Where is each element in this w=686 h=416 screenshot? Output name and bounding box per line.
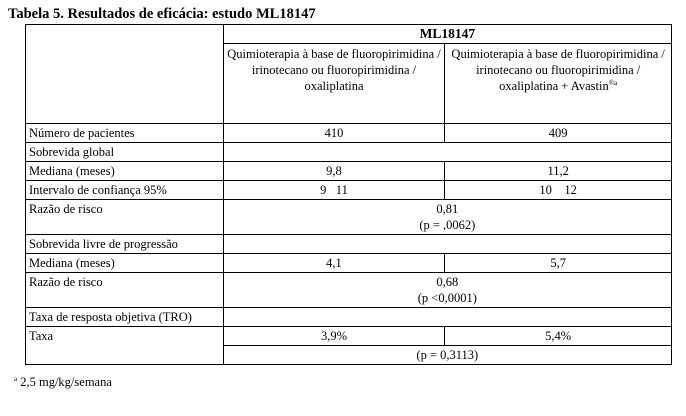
arm2-footnote-mark: ®a bbox=[608, 78, 618, 87]
row-label: Número de pacientes bbox=[26, 124, 224, 143]
row-label: Razão de risco bbox=[26, 273, 224, 308]
merged-cell bbox=[223, 200, 671, 235]
table-title: Tabela 5. Resultados de eficácia: estudo ML18147 bbox=[8, 6, 316, 22]
arm1-header: Quimioterapia à base de fluoropirimidina / irinotecano ou fluoropirimidina / oxaliplatina bbox=[223, 44, 445, 124]
cell-value: 5,4% bbox=[445, 327, 672, 346]
section-header: Sobrevida livre de progressão bbox=[26, 235, 224, 254]
table-row bbox=[26, 254, 672, 273]
table-row bbox=[26, 143, 672, 162]
cell-value: 9 11 bbox=[223, 181, 445, 200]
table-row bbox=[26, 273, 672, 308]
cell-value: 5,7 bbox=[445, 254, 672, 273]
row-label: Intervalo de confiança 95% bbox=[26, 181, 224, 200]
table-row bbox=[26, 235, 672, 254]
row-label: Mediana (meses) bbox=[26, 162, 224, 181]
p-value: (p = ,0062) bbox=[419, 218, 476, 232]
arm2-header-text: Quimioterapia à base de fluoropirimidina / irinotecano ou fluoropirimidina / oxaliplatina + Avastin bbox=[451, 47, 665, 93]
cell-value: 10 12 bbox=[445, 181, 672, 200]
p-value: (p <0,0001) bbox=[417, 291, 477, 305]
row-label: Mediana (meses) bbox=[26, 254, 224, 273]
table-row bbox=[26, 327, 672, 346]
cell-value: 4,1 bbox=[223, 254, 445, 273]
efficacy-table bbox=[25, 24, 672, 365]
empty-cell bbox=[223, 143, 671, 162]
footnote-text: 2,5 mg/kg/semana bbox=[17, 375, 112, 389]
section-header: Taxa de resposta objetiva (TRO) bbox=[26, 308, 224, 327]
p-value: (p = 0,3113) bbox=[223, 346, 671, 365]
cell-value: 410 bbox=[223, 124, 445, 143]
arm2-header bbox=[445, 44, 672, 124]
cell-value: 409 bbox=[445, 124, 672, 143]
cell-value: 9,8 bbox=[223, 162, 445, 181]
footnote bbox=[14, 375, 112, 390]
empty-cell bbox=[223, 235, 671, 254]
table-row bbox=[26, 181, 672, 200]
table-row bbox=[26, 308, 672, 327]
table-row bbox=[26, 162, 672, 181]
row-label: Razão de risco bbox=[26, 200, 224, 235]
hazard-ratio: 0,81 bbox=[436, 202, 459, 216]
row-label: Taxa bbox=[26, 327, 224, 365]
study-header: ML18147 bbox=[223, 25, 671, 44]
cell-value: 3,9% bbox=[223, 327, 445, 346]
footnote-mark: a bbox=[14, 374, 18, 383]
cell-value: 11,2 bbox=[445, 162, 672, 181]
hazard-ratio: 0,68 bbox=[436, 275, 459, 289]
table-row bbox=[26, 25, 672, 44]
header-empty-cell bbox=[26, 25, 224, 124]
table-row bbox=[26, 124, 672, 143]
section-header: Sobrevida global bbox=[26, 143, 224, 162]
empty-cell bbox=[223, 308, 671, 327]
merged-cell bbox=[223, 273, 671, 308]
table-row bbox=[26, 200, 672, 235]
